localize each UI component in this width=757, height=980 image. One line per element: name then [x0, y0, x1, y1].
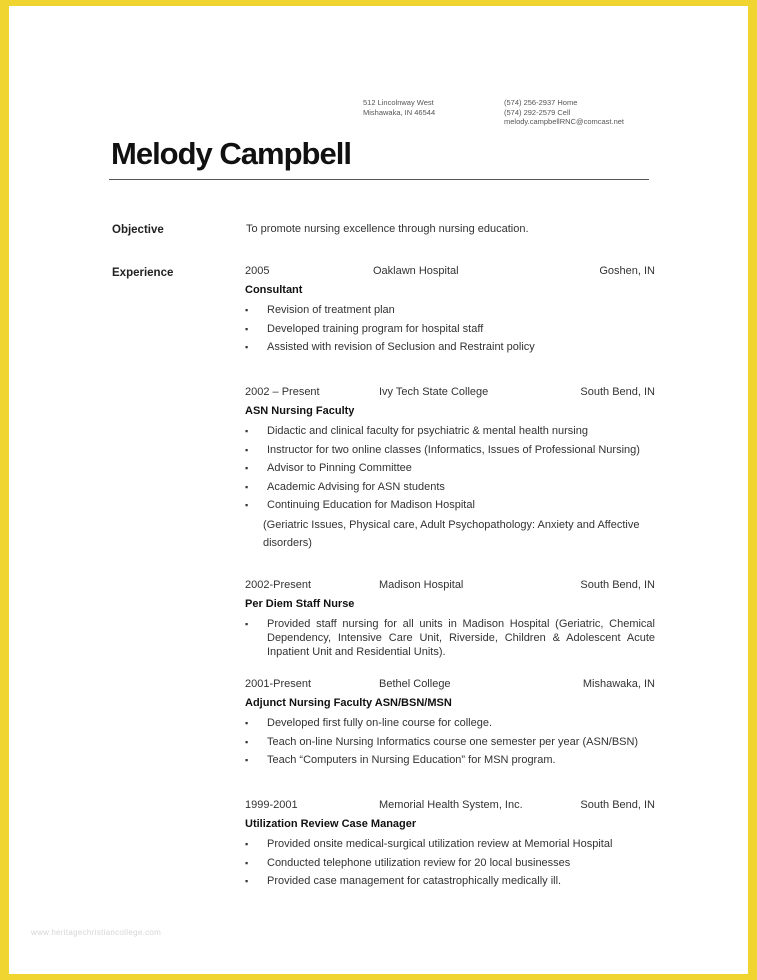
job-title: Adjunct Nursing Faculty ASN/BSN/MSN — [245, 697, 452, 709]
job-entry — [245, 579, 655, 664]
job-entry — [245, 265, 655, 359]
job-header — [245, 386, 655, 400]
job-header — [245, 799, 655, 813]
contact-phone-email — [504, 98, 624, 127]
phone-cell: (574) 292-2579 Cell — [504, 107, 571, 117]
address-line-1: 512 Lincolnway West — [363, 98, 434, 107]
duty-item: ▪ Developed training program for hospital staff — [245, 322, 655, 336]
resume-name: Melody Campbell — [111, 136, 351, 171]
job-header — [245, 579, 655, 593]
job-title: Consultant — [245, 284, 303, 296]
job-date: 2001-Present — [245, 678, 312, 690]
job-entry — [245, 386, 655, 552]
job-header — [245, 678, 655, 692]
job-duties — [245, 837, 655, 888]
job-location: South Bend, IN — [580, 799, 655, 811]
job-organization: Madison Hospital — [379, 579, 464, 591]
job-date: 2005 — [245, 265, 270, 277]
objective-text: To promote nursing excellence through nursing education. — [246, 223, 529, 235]
job-location: Mishawaka, IN — [582, 678, 655, 690]
job-date: 1999-2001 — [245, 799, 298, 811]
job-location: South Bend, IN — [580, 579, 655, 591]
job-duties — [245, 716, 655, 767]
job-duties — [245, 617, 655, 659]
job-note: (Geriatric Issues, Physical care, Adult Psychopathology: Anxiety and Affective disorders) — [263, 518, 640, 549]
phone-home: (574) 256-2937 Home — [504, 98, 578, 107]
job-header — [245, 265, 655, 279]
experience-label: Experience — [112, 267, 174, 279]
job-location: South Bend, IN — [580, 386, 655, 398]
job-organization: Memorial Health System, Inc. — [379, 799, 523, 811]
job-location: Goshen, IN — [599, 265, 655, 277]
job-title: Per Diem Staff Nurse — [245, 598, 355, 610]
duty-item: ▪ Teach “Computers in Nursing Education” for MSN program. — [245, 753, 655, 767]
duty-item: ▪ Instructor for two online classes (Informatics, Issues of Professional Nursing) — [245, 443, 655, 457]
duty-item: ▪ Advisor to Pinning Committee — [245, 461, 655, 475]
duty-item: ▪ Continuing Education for Madison Hospital — [245, 498, 655, 512]
watermark: www.heritagechristiancollege.com — [31, 928, 162, 937]
resume-page — [9, 6, 748, 974]
job-entry — [245, 799, 655, 893]
job-organization: Ivy Tech State College — [379, 386, 489, 398]
duty-item: ▪ Revision of treatment plan — [245, 303, 655, 317]
duty-item: ▪ Provided staff nursing for all units in Madison Hospital (Geriatric, Chemical Dependency, Intensive Care Unit, Riverside, Children & Adolescent Acute Inpatient Unit and Residential Units). — [245, 617, 655, 659]
header-divider — [109, 179, 649, 180]
duty-item: ▪ Academic Advising for ASN students — [245, 480, 655, 494]
job-entry — [245, 678, 655, 772]
contact-address — [363, 98, 435, 117]
job-duties — [245, 303, 655, 354]
duty-item: ▪ Assisted with revision of Seclusion and Restraint policy — [245, 340, 655, 354]
duty-item: ▪ Provided onsite medical-surgical utilization review at Memorial Hospital — [245, 837, 655, 851]
duty-item: ▪ Developed first fully on-line course for college. — [245, 716, 655, 730]
job-title: Utilization Review Case Manager — [245, 818, 417, 830]
job-title: ASN Nursing Faculty — [245, 405, 355, 417]
objective-label: Objective — [112, 224, 164, 236]
duty-item: ▪ Conducted telephone utilization review for 20 local businesses — [245, 856, 655, 870]
job-duties — [245, 424, 655, 512]
job-organization: Oaklawn Hospital — [373, 265, 459, 277]
job-date: 2002-Present — [245, 579, 312, 591]
duty-item: ▪ Teach on-line Nursing Informatics course one semester per year (ASN/BSN) — [245, 735, 655, 749]
duty-item: ▪ Didactic and clinical faculty for psychiatric & mental health nursing — [245, 424, 655, 438]
email: melody.campbellRNC@comcast.net — [504, 117, 625, 126]
job-organization: Bethel College — [379, 678, 451, 690]
duty-item: ▪ Provided case management for catastrophically medically ill. — [245, 874, 655, 888]
job-date: 2002 – Present — [245, 386, 320, 398]
address-line-2: Mishawaka, IN 46544 — [363, 107, 436, 117]
